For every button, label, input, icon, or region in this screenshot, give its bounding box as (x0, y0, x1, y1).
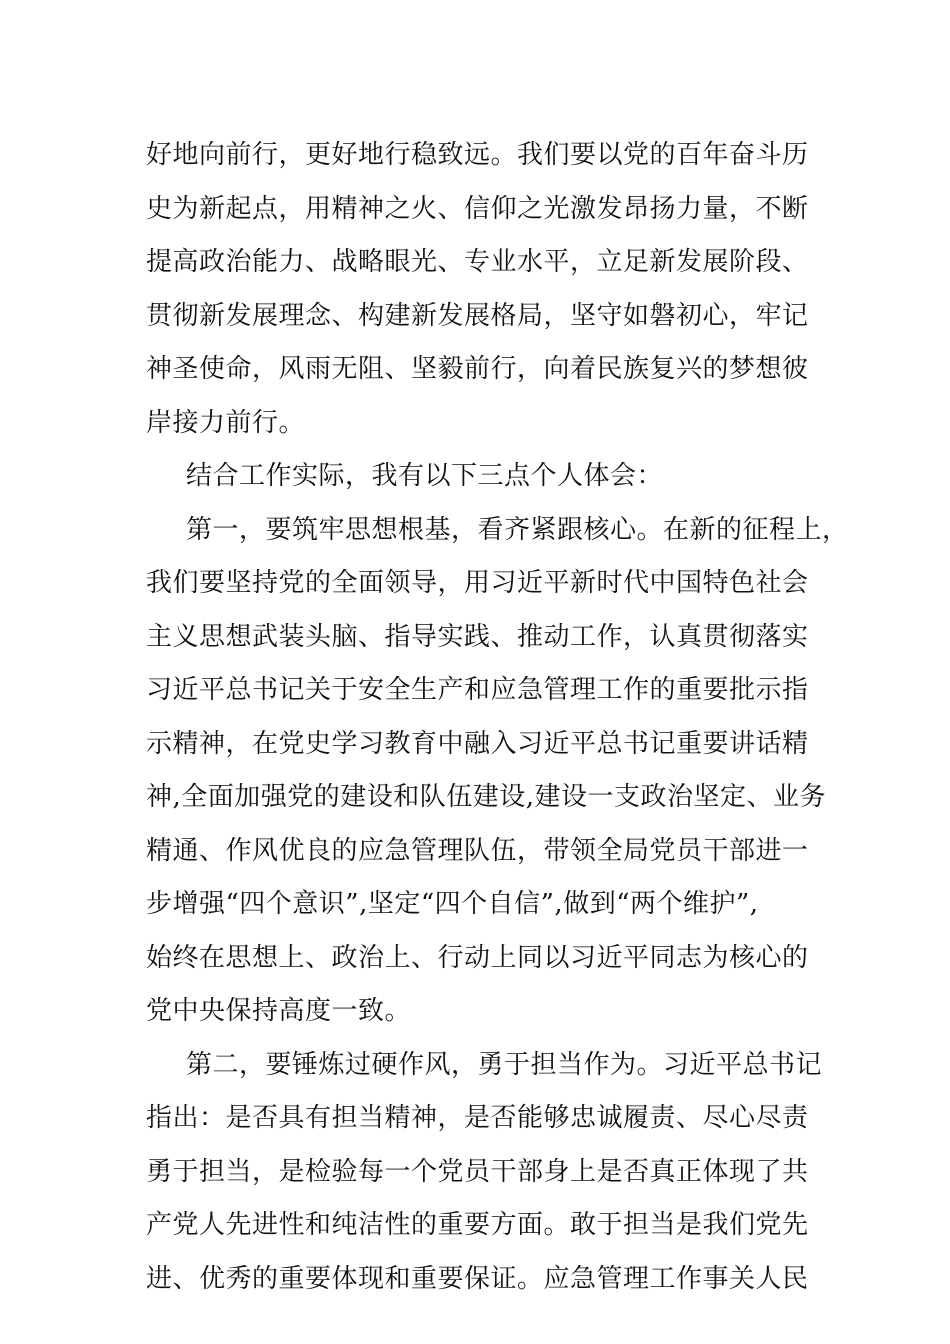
text-line: 神圣使命，风雨无阻、坚毅前行，向着民族复兴的梦想彼 (146, 354, 809, 384)
paragraph-start-line: 第一，要筑牢思想根基，看齐紧跟核心。在新的征程上， (186, 514, 849, 545)
text-line: 党中央保持高度一致。 (146, 996, 412, 1026)
text-line: 指出：是否具有担当精神，是否能够忠诚履责、尽心尽责 (146, 1103, 809, 1133)
text-line: 习近平总书记关于安全生产和应急管理工作的重要批示指 (146, 675, 809, 705)
paragraph-start-line: 结合工作实际，我有以下三点个人体会： (186, 461, 664, 491)
text-line: 史为新起点，用精神之火、信仰之光激发昂扬力量，不断 (146, 193, 809, 224)
text-line: 岸接力前行。 (146, 407, 306, 438)
text-line: 贯彻新发展理念、构建新发展格局，坚守如磐初心，牢记 (146, 300, 809, 331)
text-line: 勇于担当，是检验每一个党员干部身上是否真正体现了共 (146, 1156, 809, 1187)
text-line: 精通、作风优良的应急管理队伍，带领全局党员干部进一 (146, 835, 809, 866)
text-line: 步增强“四个意识”,坚定“四个自信”,做到“两个维护”, (146, 889, 759, 919)
paragraph-start-line: 第二，要锤炼过硬作风，勇于担当作为。习近平总书记 (186, 1049, 823, 1080)
text-line: 始终在思想上、政治上、行动上同以习近平同志为核心的 (146, 942, 809, 973)
text-line: 产党人先进性和纯洁性的重要方面。敢于担当是我们党先 (146, 1210, 809, 1240)
text-line: 神,全面加强党的建设和队伍建设,建设一支政治坚定、业务 (146, 782, 827, 812)
text-line: 进、优秀的重要体现和重要保证。应急管理工作事关人民 (146, 1263, 809, 1294)
document-body (146, 129, 849, 1306)
text-line: 主义思想武装头脑、指导实践、推动工作，认真贯彻落实 (146, 621, 809, 652)
text-line: 好地向前行，更好地行稳致远。我们要以党的百年奋斗历 (146, 140, 809, 170)
text-line: 示精神，在党史学习教育中融入习近平总书记重要讲话精 (146, 728, 809, 759)
text-line: 我们要坚持党的全面领导，用习近平新时代中国特色社会 (146, 568, 809, 598)
text-line: 提高政治能力、战略眼光、专业水平，立足新发展阶段、 (146, 247, 809, 277)
